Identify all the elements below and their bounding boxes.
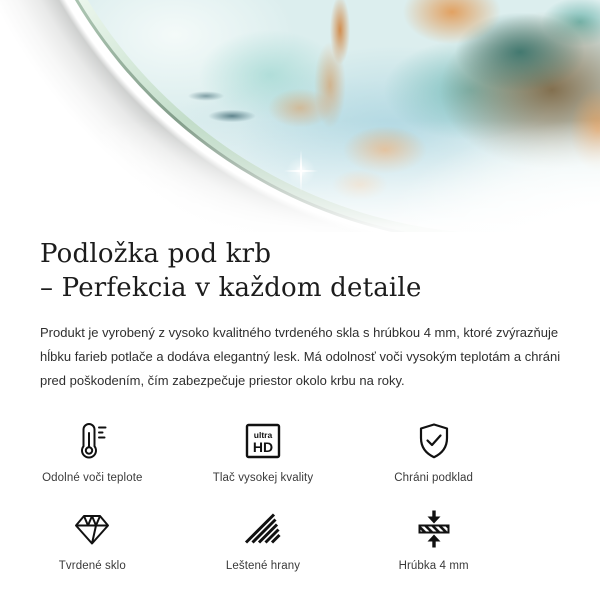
feature-heat-resistant — [7, 420, 178, 484]
feature-label: Tvrdené sklo — [58, 560, 126, 572]
diamond-icon — [72, 508, 112, 550]
page-title-line1: Podložka pod krb — [40, 239, 272, 269]
page-title-line2: – Perfekcia v každom detaile — [40, 273, 422, 303]
svg-text:HD: HD — [252, 439, 274, 455]
polished-edges-icon — [243, 508, 283, 550]
feature-print-quality — [178, 420, 349, 484]
shield-check-icon — [414, 420, 454, 462]
feature-tempered-glass — [7, 508, 178, 572]
feature-protects-surface — [348, 420, 519, 484]
product-description: Produkt je vyrobený z vysoko kvalitného tvrdeného skla s hrúbkou 4 mm, ktoré zvýrazňuje hĺbku farieb potlače a dodáva elegantný lesk. Má odolnosť voči vysokým teplotám a chráni pred poškodením, čím zabezpečuje priestor okolo krbu na roky. — [40, 325, 561, 388]
ultra-hd-icon — [243, 420, 283, 462]
page-title — [40, 237, 560, 305]
thermometer-icon — [72, 420, 112, 462]
feature-label: Leštené hrany — [225, 560, 301, 572]
thickness-icon — [414, 508, 454, 550]
feature-label: Odolné voči teplote — [42, 472, 143, 484]
hero-product-image — [0, 0, 600, 232]
sparkle-glint-icon — [284, 154, 318, 188]
feature-label: Chráni podklad — [394, 472, 474, 484]
features-grid — [7, 420, 519, 572]
feature-polished-edges — [178, 508, 349, 572]
hero-fade-overlay — [0, 0, 600, 232]
feature-label: Tlač vysokej kvality — [212, 472, 314, 484]
feature-thickness — [348, 508, 519, 572]
feature-label: Hrúbka 4 mm — [398, 560, 469, 572]
svg-text:ultra: ultra — [253, 430, 273, 440]
